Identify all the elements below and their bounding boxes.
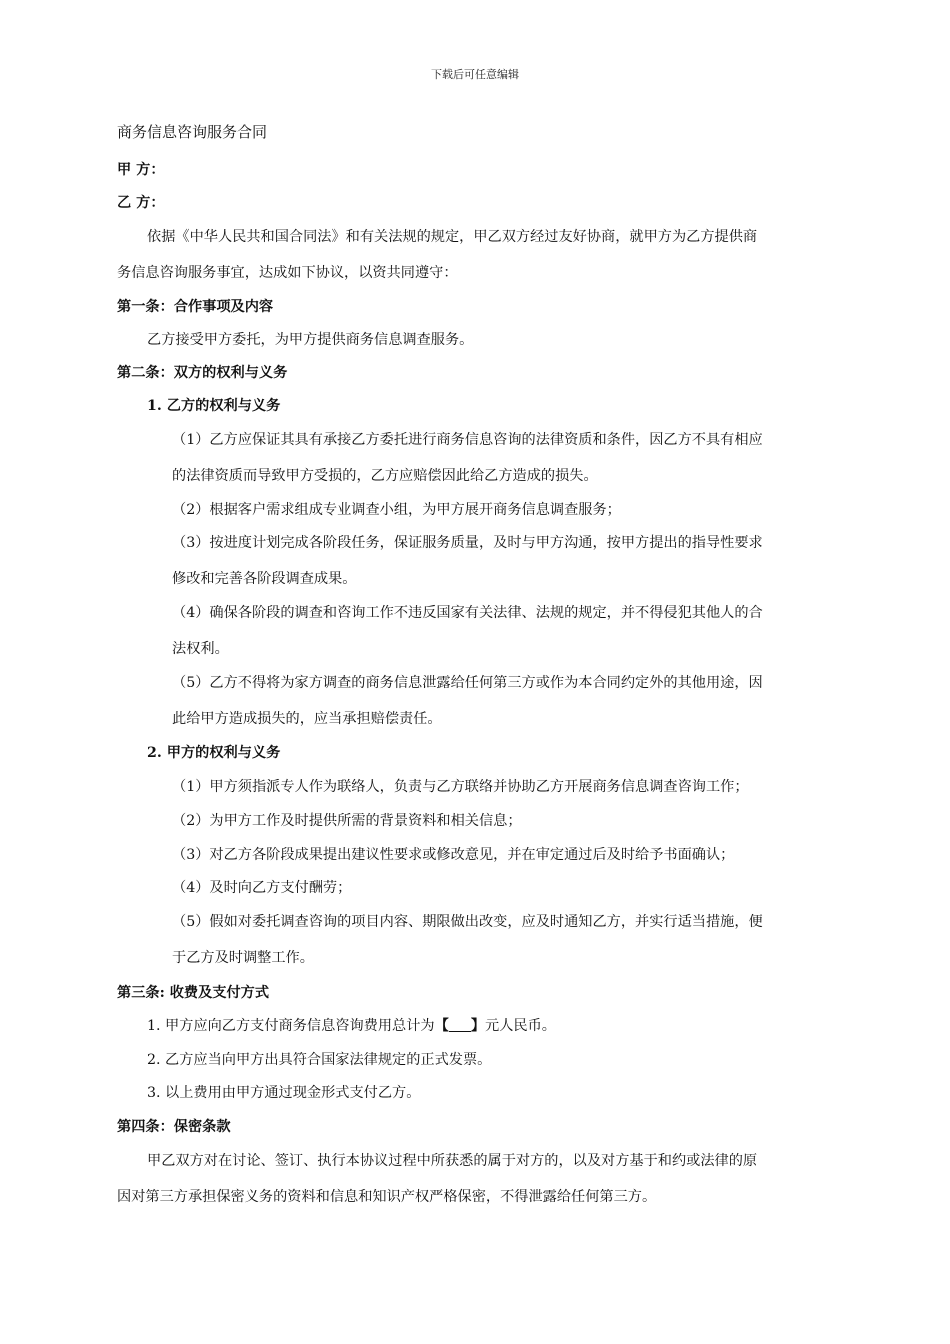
payment-clause-3: 3. 以上费用由甲方通过现金形式支付乙方。 [147,1085,421,1101]
article-2-subheading-2: 2. 甲方的权利与义务 [147,745,281,761]
clause-b1-1-line-2: 的法律资质而导致甲方受损的，乙方应赔偿因此给乙方造成的损失。 [172,468,598,484]
clause-b1-2: （2）根据客户需求组成专业调查小组，为甲方展开商务信息调查服务； [172,502,621,518]
clause-a2-3: （3）对乙方各阶段成果提出建议性要求或修改意见，并在审定通过后及时给予书面确认； [172,847,735,863]
article-1-text: 乙方接受甲方委托，为甲方提供商务信息调查服务。 [147,332,474,348]
clause-a2-5-line-1: （5）假如对委托调查咨询的项目内容、期限做出改变，应及时通知乙方，并实行适当措施，便 [172,914,763,930]
amount-close-bracket: 】 [470,1018,486,1034]
clause-a2-1: （1）甲方须指派专人作为联络人，负责与乙方联络并协助乙方开展商务信息调查咨询工作； [172,779,749,795]
clause-a2-5-line-2: 于乙方及时调整工作。 [172,950,314,966]
amount-blank-field[interactable] [449,1017,471,1032]
amount-open-bracket: 【 [434,1018,449,1034]
intro-line-2: 务信息咨询服务事宜，达成如下协议，以资共同遵守： [117,265,458,281]
clause-a2-4: （4）及时向乙方支付酬劳； [172,880,352,896]
party-b-label: 乙 方： [117,195,165,211]
party-a-label: 甲 方： [117,162,165,178]
payment-clause-2: 2. 乙方应当向甲方出具符合国家法律规定的正式发票。 [147,1052,492,1068]
document-title: 商务信息咨询服务合同 [117,123,268,141]
page-header: 下载后可任意编辑 [431,68,519,81]
clause-b1-5-line-1: （5）乙方不得将为家方调查的商务信息泄露给任何第三方或作为本合同约定外的其他用途，因 [172,675,763,691]
clause-b1-5-line-2: 此给甲方造成损失的，应当承担赔偿责任。 [172,711,442,727]
clause-a2-2: （2）为甲方工作及时提供所需的背景资料和相关信息； [172,813,522,829]
article-2-heading: 第二条：双方的权利与义务 [117,365,288,381]
clause-b1-1-line-1: （1）乙方应保证其具有承接乙方委托进行商务信息咨询的法律资质和条件，因乙方不具有相应 [172,432,763,448]
article-4-line-1: 甲乙双方对在讨论、签订、执行本协议过程中所获悉的属于对方的，以及对方基于和约或法律的原 [147,1153,758,1169]
clause-b1-4-line-1: （4）确保各阶段的调查和咨询工作不违反国家有关法律、法规的规定，并不得侵犯其他人的合 [172,605,763,621]
clause-b1-3-line-1: （3）按进度计划完成各阶段任务，保证服务质量，及时与甲方沟通，按甲方提出的指导性要求 [172,535,763,551]
clause-b1-3-line-2: 修改和完善各阶段调查成果。 [172,571,357,587]
article-4-line-2: 因对第三方承担保密义务的资料和信息和知识产权严格保密，不得泄露给任何第三方。 [117,1189,657,1205]
payment-clause-1-currency: 元人民币。 [485,1018,556,1034]
payment-clause-1-text: 1. 甲方应向乙方支付商务信息咨询费用总计为 [147,1018,435,1034]
article-1-heading: 第一条：合作事项及内容 [117,299,274,315]
clause-b1-4-line-2: 法权利。 [172,641,229,657]
article-3-heading: 第三条: 收费及支付方式 [117,985,270,1001]
intro-line-1: 依据《中华人民共和国合同法》和有关法规的规定，甲乙双方经过友好协商，就甲方为乙方提供商 [147,229,758,245]
article-2-subheading-1: 1. 乙方的权利与义务 [147,398,281,414]
article-4-heading: 第四条：保密条款 [117,1119,231,1135]
payment-clause-1 [147,1016,556,1036]
